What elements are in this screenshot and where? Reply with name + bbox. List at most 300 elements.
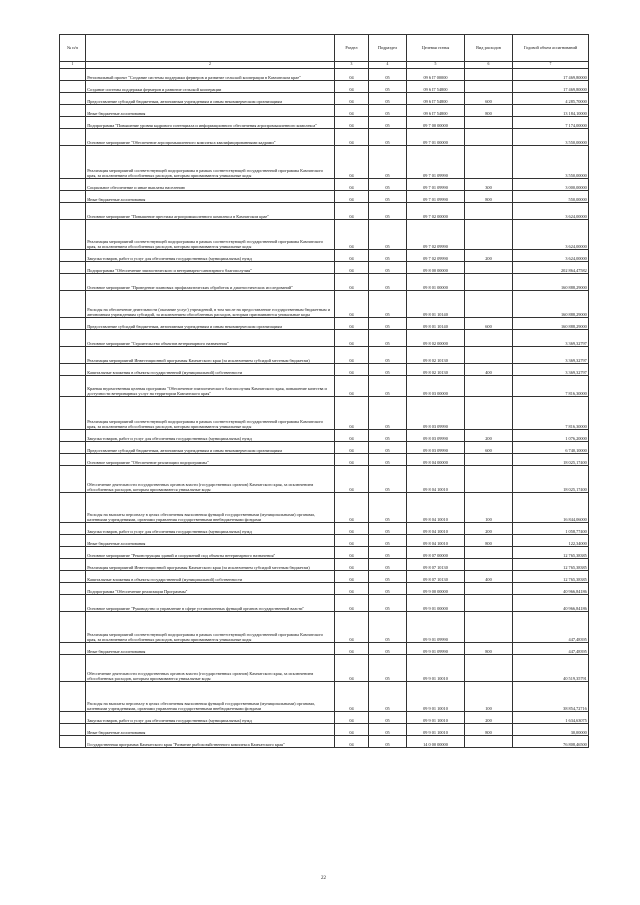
table-row <box>60 397 589 430</box>
cell-section: 04 <box>335 364 369 376</box>
cell-amount: 3 000,00000 <box>513 179 589 191</box>
cell-amount: 3 624,00000 <box>513 203 589 220</box>
cell-subsection: 05 <box>369 347 407 364</box>
cell-desc: Основное мероприятие "Руководство и управление в сфере установленных функций органов государственной власти" <box>86 595 335 612</box>
cell-target: 09 8 03 00000 <box>407 376 465 397</box>
cell-target: 09 7 02 09990 <box>407 220 465 250</box>
cell-type: 800 <box>465 724 513 736</box>
cell-section: 04 <box>335 105 369 117</box>
cell-num <box>60 466 86 493</box>
cell-subsection: 05 <box>369 191 407 203</box>
cell-amount: 6 740,10000 <box>513 442 589 454</box>
cell-desc: Основное мероприятие "Повышение престижа агропромышленного комплекса в Камчатском крае" <box>86 203 335 220</box>
cell-desc: Реализация мероприятий Инвестиционной программы Камчатского края (за исключением субсидий местным бюджетам) <box>86 347 335 364</box>
cell-target: 09 7 01 09990 <box>407 146 465 179</box>
cell-amount: 17 469,80000 <box>513 81 589 93</box>
column-number: 3 <box>335 62 369 69</box>
cell-type: 400 <box>465 364 513 376</box>
cell-num <box>60 220 86 250</box>
cell-target: 09 7 02 09990 <box>407 250 465 262</box>
cell-amount: 12 765,38385 <box>513 571 589 583</box>
cell-section: 04 <box>335 262 369 274</box>
cell-amount: 550,00000 <box>513 191 589 203</box>
cell-type <box>465 376 513 397</box>
cell-target: 09 6 I7 54800 <box>407 105 465 117</box>
cell-amount: 16 844,06000 <box>513 493 589 523</box>
cell-desc: Реализация мероприятий соответствующей подпрограммы в рамках соответствующей государственной программы Камчатского края, за исключением обособленных расходов, которым присваиваются уникальные коды <box>86 397 335 430</box>
cell-amount: 160 888,29000 <box>513 274 589 291</box>
cell-section: 04 <box>335 220 369 250</box>
table-row <box>60 274 589 291</box>
cell-desc: Расходы на выплаты персоналу в целях обеспечения выполнения функций государственными (муниципальными) органами, казенными учреждениями, органами управления государственными внебюджетными фондами <box>86 493 335 523</box>
cell-type <box>465 203 513 220</box>
table-row <box>60 493 589 523</box>
table-row <box>60 454 589 466</box>
cell-amount: 13 184,10000 <box>513 105 589 117</box>
cell-num <box>60 682 86 712</box>
cell-subsection: 05 <box>369 262 407 274</box>
cell-section: 04 <box>335 376 369 397</box>
cell-section: 04 <box>335 724 369 736</box>
cell-amount: 40 966,84186 <box>513 583 589 595</box>
cell-num <box>60 736 86 748</box>
cell-amount: 1 058,77400 <box>513 523 589 535</box>
cell-type <box>465 612 513 643</box>
cell-desc: Закупка товаров, работ и услуг для обеспечения государственных (муниципальных) нужд <box>86 430 335 442</box>
cell-num <box>60 559 86 571</box>
cell-target: 09 7 01 00000 <box>407 129 465 146</box>
cell-target: 09 8 04 10010 <box>407 523 465 535</box>
cell-desc: Капитальные вложения в объекты государственной (муниципальной) собственности <box>86 571 335 583</box>
cell-num <box>60 262 86 274</box>
cell-type: 200 <box>465 523 513 535</box>
cell-desc: Реализация мероприятий соответствующей подпрограммы в рамках соответствующей государственной программы Камчатского края, за исключением обособленных расходов, которым присваиваются уникальные коды <box>86 612 335 643</box>
cell-subsection: 05 <box>369 655 407 682</box>
cell-subsection: 05 <box>369 571 407 583</box>
cell-target: 09 8 04 00000 <box>407 454 465 466</box>
cell-target: 09 9 01 10010 <box>407 655 465 682</box>
cell-num <box>60 250 86 262</box>
cell-target: 09 8 03 09990 <box>407 430 465 442</box>
cell-subsection: 05 <box>369 466 407 493</box>
cell-desc: Расходы на обеспечение деятельности (оказание услуг) учреждений, в том числе на предоставление государственным бюджетным и автономным учреждениям субсидий, за исключением обособленных расходов, которым присваиваются уникальные коды <box>86 291 335 318</box>
cell-desc: Капитальные вложения в объекты государственной (муниципальной) собственности <box>86 364 335 376</box>
cell-desc: Основное мероприятие "Реконструкция зданий и сооружений под объекты ветеринарного назначения" <box>86 547 335 559</box>
cell-section: 04 <box>335 347 369 364</box>
cell-target: 09 9 01 09990 <box>407 643 465 655</box>
cell-num <box>60 547 86 559</box>
cell-section: 04 <box>335 318 369 330</box>
cell-amount: 40 966,84186 <box>513 595 589 612</box>
cell-desc: Расходы на выплаты персоналу в целях обеспечения выполнения функций государственными (муниципальными) органами, казенными учреждениями, органами управления государственными внебюджетными фондами <box>86 682 335 712</box>
cell-type <box>465 655 513 682</box>
cell-num <box>60 347 86 364</box>
cell-section: 04 <box>335 250 369 262</box>
column-number: 6 <box>465 62 513 69</box>
cell-desc: Закупка товаров, работ и услуг для обеспечения государственных (муниципальных) нужд <box>86 250 335 262</box>
cell-target: 09 8 02 10130 <box>407 347 465 364</box>
col-header-desc <box>86 35 335 62</box>
cell-amount: 160 888,29000 <box>513 291 589 318</box>
cell-type <box>465 117 513 129</box>
table-row <box>60 364 589 376</box>
table-row <box>60 655 589 682</box>
cell-target: 09 6 I7 54800 <box>407 93 465 105</box>
cell-type <box>465 736 513 748</box>
table-row <box>60 547 589 559</box>
cell-type <box>465 129 513 146</box>
cell-subsection: 05 <box>369 146 407 179</box>
cell-type <box>465 330 513 347</box>
cell-num <box>60 712 86 724</box>
cell-type: 200 <box>465 712 513 724</box>
cell-type: 800 <box>465 535 513 547</box>
cell-type: 200 <box>465 250 513 262</box>
cell-amount: 122,34000 <box>513 535 589 547</box>
table-row <box>60 191 589 203</box>
cell-target: 09 6 I7 00000 <box>407 69 465 81</box>
cell-amount: 17 469,80000 <box>513 69 589 81</box>
cell-desc: Основное мероприятие "Обеспечение агропромышленного комплекса квалифицированными кадрами" <box>86 129 335 146</box>
cell-target: 09 8 00 00000 <box>407 262 465 274</box>
table-row <box>60 347 589 364</box>
cell-section: 04 <box>335 81 369 93</box>
cell-target: 14 0 00 00000 <box>407 736 465 748</box>
cell-target: 09 8 07 00000 <box>407 547 465 559</box>
cell-target: 09 7 02 00000 <box>407 203 465 220</box>
col-header-num: № п/п <box>60 35 86 62</box>
cell-subsection: 05 <box>369 291 407 318</box>
table-row <box>60 81 589 93</box>
cell-desc: Закупка товаров, работ и услуг для обеспечения государственных (муниципальных) нужд <box>86 523 335 535</box>
cell-section: 04 <box>335 442 369 454</box>
cell-num <box>60 535 86 547</box>
cell-section: 04 <box>335 493 369 523</box>
col-header-amount: Годовой объем ассигнований <box>513 35 589 62</box>
cell-subsection: 05 <box>369 682 407 712</box>
cell-subsection: 05 <box>369 547 407 559</box>
cell-type <box>465 595 513 612</box>
cell-desc: Иные бюджетные ассигнования <box>86 643 335 655</box>
cell-target: 09 7 01 09990 <box>407 191 465 203</box>
col-header-subsection: Подраздел <box>369 35 407 62</box>
cell-type <box>465 466 513 493</box>
cell-num <box>60 364 86 376</box>
cell-desc: Подпрограмма "Обеспечение эпизоотического и ветеринарно-санитарного благополучия" <box>86 262 335 274</box>
cell-type: 600 <box>465 318 513 330</box>
cell-subsection: 05 <box>369 250 407 262</box>
cell-target: 09 9 01 00000 <box>407 595 465 612</box>
table-row <box>60 179 589 191</box>
cell-num <box>60 655 86 682</box>
cell-subsection: 05 <box>369 493 407 523</box>
cell-subsection: 05 <box>369 583 407 595</box>
cell-subsection: 05 <box>369 535 407 547</box>
cell-section: 04 <box>335 547 369 559</box>
table-row <box>60 595 589 612</box>
cell-amount: 160 888,29000 <box>513 318 589 330</box>
cell-amount: 202 864,47582 <box>513 262 589 274</box>
col-header-section: Раздел <box>335 35 369 62</box>
cell-section: 04 <box>335 655 369 682</box>
cell-target: 09 9 01 10010 <box>407 724 465 736</box>
table-row <box>60 559 589 571</box>
table-row <box>60 318 589 330</box>
cell-desc: Иные бюджетные ассигнования <box>86 724 335 736</box>
cell-desc: Государственная программа Камчатского края "Развитие рыбохозяйственного комплекса Камчатского края" <box>86 736 335 748</box>
cell-subsection: 05 <box>369 274 407 291</box>
cell-num <box>60 146 86 179</box>
cell-section: 04 <box>335 291 369 318</box>
cell-amount: 76 808,46500 <box>513 736 589 748</box>
cell-num <box>60 203 86 220</box>
cell-type <box>465 347 513 364</box>
cell-amount: 447,48395 <box>513 612 589 643</box>
column-number: 4 <box>369 62 407 69</box>
cell-target: 09 9 01 10010 <box>407 712 465 724</box>
cell-section: 04 <box>335 712 369 724</box>
cell-num <box>60 191 86 203</box>
cell-type: 600 <box>465 442 513 454</box>
cell-desc: Предоставление субсидий бюджетным, автономным учреждениям и иным некоммерческим организациям <box>86 93 335 105</box>
table-header <box>60 35 589 69</box>
cell-section: 04 <box>335 571 369 583</box>
cell-num <box>60 583 86 595</box>
cell-desc: Иные бюджетные ассигнования <box>86 535 335 547</box>
cell-subsection: 05 <box>369 220 407 250</box>
cell-subsection: 05 <box>369 559 407 571</box>
cell-section: 04 <box>335 535 369 547</box>
cell-desc: Предоставление субсидий бюджетным, автономным учреждениям и иным некоммерческим организациям <box>86 442 335 454</box>
cell-type <box>465 291 513 318</box>
cell-desc: Обеспечение деятельности государственных органов власти (государственных органов) Камчатского края, за исключением обособленных расходов, которым присваиваются уникальные коды <box>86 466 335 493</box>
cell-type <box>465 397 513 430</box>
cell-section: 04 <box>335 146 369 179</box>
cell-section: 04 <box>335 612 369 643</box>
cell-desc: Обеспечение деятельности государственных органов власти (государственных органов) Камчатского края, за исключением обособленных расходов, которым присваиваются уникальные коды <box>86 655 335 682</box>
cell-type: 800 <box>465 105 513 117</box>
cell-type <box>465 69 513 81</box>
cell-type <box>465 274 513 291</box>
cell-desc: Создание системы поддержки фермеров и развитие сельской кооперации <box>86 81 335 93</box>
table-row <box>60 93 589 105</box>
table-row <box>60 430 589 442</box>
cell-amount: 7 816,30000 <box>513 397 589 430</box>
cell-subsection: 05 <box>369 364 407 376</box>
cell-target: 09 8 03 09990 <box>407 442 465 454</box>
table-row <box>60 724 589 736</box>
document-page <box>59 34 588 881</box>
cell-type: 300 <box>465 179 513 191</box>
cell-section: 04 <box>335 682 369 712</box>
table-row <box>60 736 589 748</box>
cell-desc: Подпрограмма "Повышение уровня кадрового потенциала и информационного обеспечения агропромышленного комплекса" <box>86 117 335 129</box>
cell-subsection: 05 <box>369 105 407 117</box>
table-row <box>60 442 589 454</box>
cell-num <box>60 117 86 129</box>
cell-type <box>465 547 513 559</box>
table-row <box>60 583 589 595</box>
cell-num <box>60 69 86 81</box>
cell-target: 09 8 01 10140 <box>407 291 465 318</box>
cell-amount: 38 854,72716 <box>513 682 589 712</box>
cell-section: 04 <box>335 117 369 129</box>
cell-subsection: 05 <box>369 330 407 347</box>
cell-target: 09 8 07 10130 <box>407 571 465 583</box>
cell-desc: Основное мероприятие "Обеспечение реализации подпрограммы" <box>86 454 335 466</box>
table-row <box>60 712 589 724</box>
cell-type: 100 <box>465 493 513 523</box>
table-row <box>60 535 589 547</box>
cell-desc: Закупка товаров, работ и услуг для обеспечения государственных (муниципальных) нужд <box>86 712 335 724</box>
cell-amount: 3 624,00000 <box>513 220 589 250</box>
table-row <box>60 571 589 583</box>
cell-target: 09 8 03 09990 <box>407 397 465 430</box>
cell-subsection: 05 <box>369 179 407 191</box>
cell-amount: 1 634,63075 <box>513 712 589 724</box>
cell-target: 09 8 02 00000 <box>407 330 465 347</box>
cell-num <box>60 442 86 454</box>
column-number-row <box>60 62 589 69</box>
column-number: 1 <box>60 62 86 69</box>
cell-target: 09 8 04 10010 <box>407 466 465 493</box>
cell-desc: Региональный проект "Создание системы поддержки фермеров и развитие сельской кооперации в Камчатском крае" <box>86 69 335 81</box>
cell-amount: 3 550,00000 <box>513 129 589 146</box>
page-number: 22 <box>321 876 326 881</box>
cell-subsection: 05 <box>369 643 407 655</box>
cell-section: 04 <box>335 330 369 347</box>
table-row <box>60 69 589 81</box>
cell-amount: 12 765,38385 <box>513 547 589 559</box>
table-row <box>60 129 589 146</box>
cell-section: 04 <box>335 274 369 291</box>
column-number: 5 <box>407 62 465 69</box>
cell-section: 04 <box>335 523 369 535</box>
table-row <box>60 291 589 318</box>
cell-type: 200 <box>465 430 513 442</box>
cell-amount: 12 765,38385 <box>513 559 589 571</box>
cell-desc: Иные бюджетные ассигнования <box>86 191 335 203</box>
cell-subsection: 05 <box>369 318 407 330</box>
cell-target: 09 8 07 10130 <box>407 559 465 571</box>
cell-target: 09 8 04 10010 <box>407 535 465 547</box>
cell-num <box>60 81 86 93</box>
cell-num <box>60 129 86 146</box>
cell-section: 04 <box>335 583 369 595</box>
cell-target: 09 9 01 09990 <box>407 612 465 643</box>
cell-type: 800 <box>465 643 513 655</box>
cell-section: 04 <box>335 93 369 105</box>
cell-subsection: 05 <box>369 117 407 129</box>
cell-num <box>60 376 86 397</box>
cell-section: 04 <box>335 430 369 442</box>
cell-desc: Подпрограмма "Обеспечение реализации Программы" <box>86 583 335 595</box>
cell-num <box>60 643 86 655</box>
cell-target: 09 8 01 00000 <box>407 274 465 291</box>
cell-target: 09 8 01 10140 <box>407 318 465 330</box>
col-header-target: Целевая статья <box>407 35 465 62</box>
cell-target: 09 8 02 10130 <box>407 364 465 376</box>
table-body <box>60 69 589 748</box>
cell-amount: 4 285,70000 <box>513 93 589 105</box>
cell-subsection: 05 <box>369 595 407 612</box>
cell-desc: Предоставление субсидий бюджетным, автономным учреждениям и иным некоммерческим организациям <box>86 318 335 330</box>
cell-target: 09 7 01 09990 <box>407 179 465 191</box>
cell-section: 04 <box>335 191 369 203</box>
cell-subsection: 05 <box>369 442 407 454</box>
cell-num <box>60 105 86 117</box>
cell-subsection: 05 <box>369 612 407 643</box>
cell-subsection: 05 <box>369 454 407 466</box>
cell-target: 09 9 01 10010 <box>407 682 465 712</box>
cell-num <box>60 571 86 583</box>
cell-desc: Социальное обеспечение и иные выплаты населению <box>86 179 335 191</box>
cell-target: 09 8 04 10010 <box>407 493 465 523</box>
table-row <box>60 203 589 220</box>
cell-num <box>60 318 86 330</box>
cell-type: 600 <box>465 93 513 105</box>
table-row <box>60 330 589 347</box>
cell-subsection: 05 <box>369 203 407 220</box>
cell-amount: 3 550,00000 <box>513 146 589 179</box>
table-row <box>60 643 589 655</box>
cell-amount: 447,48395 <box>513 643 589 655</box>
cell-type <box>465 559 513 571</box>
cell-amount: 7 174,00000 <box>513 117 589 129</box>
cell-num <box>60 291 86 318</box>
cell-desc: Реализация мероприятий соответствующей подпрограммы в рамках соответствующей государственной программы Камчатского края, за исключением обособленных расходов, которым присваиваются уникальные коды <box>86 220 335 250</box>
table-row <box>60 105 589 117</box>
cell-type <box>465 454 513 466</box>
cell-amount: 3 369,32797 <box>513 330 589 347</box>
cell-num <box>60 595 86 612</box>
cell-section: 04 <box>335 559 369 571</box>
cell-subsection: 05 <box>369 736 407 748</box>
cell-section: 04 <box>335 595 369 612</box>
table-row <box>60 612 589 643</box>
cell-section: 04 <box>335 203 369 220</box>
cell-desc: Основное мероприятие "Строительство объектов ветеринарного назначения" <box>86 330 335 347</box>
cell-subsection: 05 <box>369 523 407 535</box>
cell-subsection: 05 <box>369 129 407 146</box>
col-header-type: Вид расходов <box>465 35 513 62</box>
cell-amount: 30,00000 <box>513 724 589 736</box>
budget-table <box>59 34 589 748</box>
cell-type <box>465 583 513 595</box>
table-row <box>60 117 589 129</box>
cell-type <box>465 262 513 274</box>
table-row <box>60 250 589 262</box>
table-row <box>60 523 589 535</box>
cell-amount: 40 519,35791 <box>513 655 589 682</box>
cell-num <box>60 454 86 466</box>
cell-amount: 18 025,17400 <box>513 466 589 493</box>
cell-target: 09 7 00 00000 <box>407 117 465 129</box>
table-row <box>60 146 589 179</box>
cell-type: 800 <box>465 191 513 203</box>
cell-type: 400 <box>465 571 513 583</box>
cell-section: 04 <box>335 179 369 191</box>
cell-subsection: 05 <box>369 712 407 724</box>
cell-amount: 3 369,32797 <box>513 347 589 364</box>
cell-desc: Реализация мероприятий соответствующей подпрограммы в рамках соответствующей государственной программы Камчатского края, за исключением обособленных расходов, которым присваиваются уникальные коды <box>86 146 335 179</box>
cell-subsection: 05 <box>369 376 407 397</box>
cell-num <box>60 493 86 523</box>
cell-amount: 3 369,32797 <box>513 364 589 376</box>
cell-num <box>60 274 86 291</box>
table-row <box>60 262 589 274</box>
table-row <box>60 682 589 712</box>
